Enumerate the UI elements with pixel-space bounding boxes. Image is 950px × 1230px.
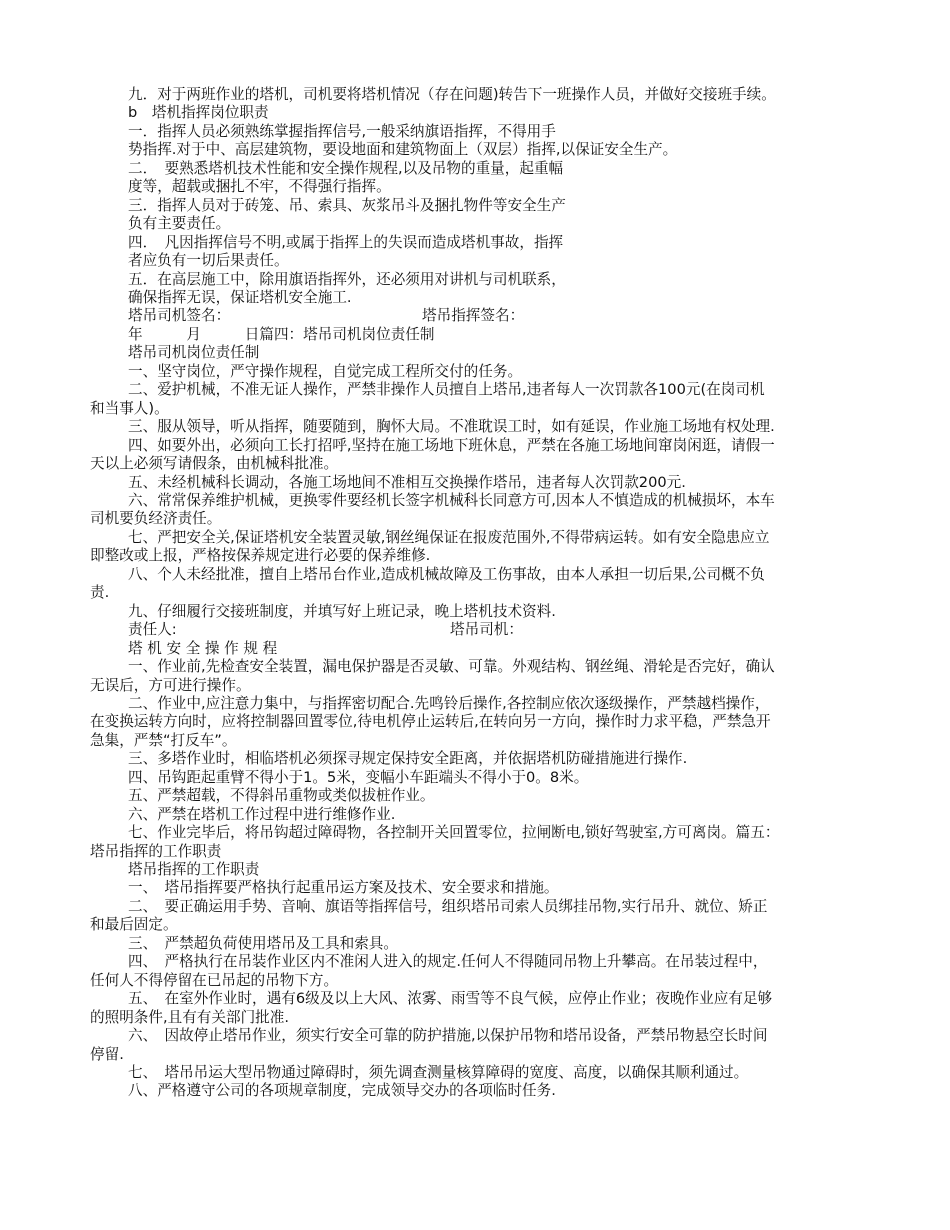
- text-line: 五、 在室外作业时，遇有6级及以上大风、浓雾、雨雪等不良气候，应停止作业；夜晚作业应有足够: [128, 990, 773, 1008]
- responsibility-signature-row: [90, 621, 860, 639]
- text-line: 三、服从领导，听从指挥，随要随到，胸怀大局。不准耽误工时，如有延误，作业施工场地有权处理.: [128, 418, 775, 436]
- section-heading: 塔吊指挥的工作职责: [128, 861, 260, 879]
- text-line: 度等，超载或捆扎不牢，不得强行指挥。: [128, 178, 391, 196]
- text-line: 在变换运转方向时，应将控制器回置零位,待电机停止运转后,在转向另一方向，操作时力求平稳，严禁急开: [90, 713, 771, 731]
- text-line: 停留.: [90, 1045, 124, 1063]
- text-line: 三、多塔作业时，相临塔机必须探寻规定保持安全距离，并依据塔机防碰措施进行操作.: [128, 750, 688, 768]
- text-line: 和当事人)。: [90, 399, 169, 417]
- text-line: 四、如要外出，必须向工长打招呼,坚持在施工场地下班休息，严禁在各施工场地间窜岗闲逛，请假一: [128, 436, 775, 454]
- text-line: 负有主要责任。: [128, 215, 231, 233]
- text-line: 二、作业中,应注意力集中，与指挥密切配合.先鸣铃后操作,各控制应依次逐级操作，严禁越档操作，: [128, 694, 770, 712]
- text-line: 五．在高层施工中，除用旗语指挥外，还必须用对讲机与司机联系，: [128, 270, 566, 288]
- text-line: 三、 严禁超负荷使用塔吊及工具和索具。: [128, 934, 398, 952]
- text-line: 四、吊钩距起重臂不得小于1。5米，变幅小车距端头不得小于0。8米。: [128, 768, 589, 786]
- responsible-person-label: 责任人:: [128, 621, 177, 639]
- text-line: 司机要负经济责任。: [90, 510, 222, 528]
- text-line: 八、个人未经批准，擅自上塔吊台作业,造成机械故障及工伤事故，由本人承担一切后果,公司概不负: [128, 565, 765, 583]
- text-line: 势指挥.对于中、高层建筑物，要设地面和建筑物面上（双层）指挥,以保证安全生产。: [128, 141, 678, 159]
- document-page: [90, 86, 860, 1101]
- text-line: 九．对于两班作业的塔机，司机要将塔机情况（存在问题)转告下一班操作人员，并做好交接班手续。: [128, 86, 776, 103]
- text-line: 四、 严格执行在吊装作业区内不准闲人进入的规定.任何人不得随同吊物上升攀高。在吊装过程中，: [128, 953, 768, 971]
- section-heading: b 塔机指挥岗位职责: [128, 104, 269, 122]
- text-line: 三．指挥人员对于砖笼、吊、索具、灰浆吊斗及捆扎物件等安全生产: [128, 196, 566, 214]
- text-line: 无误后，方可进行操作。: [90, 676, 251, 694]
- text-line: 六、严禁在塔机工作过程中进行维修作业.: [128, 805, 396, 823]
- signature-row: [90, 307, 860, 325]
- text-line: 塔吊指挥的工作职责: [90, 842, 222, 860]
- driver-signature-label: 塔吊司机签名：: [128, 307, 231, 325]
- text-line: 一、坚守岗位，严守操作规程，自觉完成工程所交付的任务。: [128, 362, 523, 380]
- text-line: 即整改或上报，严格按保养规定进行必要的保养维修.: [90, 547, 431, 565]
- text-line: 任何人不得停留在已吊起的吊物下方。: [90, 971, 339, 989]
- crane-driver-label: 塔吊司机：: [450, 621, 523, 639]
- text-line: 二、爱护机械，不准无证人操作，严禁非操作人员擅自上塔吊,违者每人一次罚款各100元(在岗司机: [128, 381, 765, 399]
- text-line: 一、 塔吊指挥要严格执行起重吊运方案及技术、安全要求和措施。: [128, 879, 559, 897]
- text-line: 六、常常保养维护机械，更换零件要经机长签字机械科长同意方可,因本人不慎造成的机械损坏，本车: [128, 491, 775, 509]
- text-line: 四． 凡因指挥信号不明,或属于指挥上的失误而造成塔机事故，指挥: [128, 233, 564, 251]
- text-line: 六、 因故停止塔吊作业，须实行安全可靠的防护措施,以保护吊物和塔吊设备，严禁吊物悬空长时间: [128, 1027, 768, 1045]
- text-line: 二． 要熟悉塔机技术性能和安全操作规程,以及吊物的重量，起重幅: [128, 159, 564, 177]
- text-line: 的照明条件,且有有关部门批准.: [90, 1008, 289, 1026]
- text-line: 九、仔细履行交接班制度，并填写好上班记录，晚上塔机技术资料.: [128, 602, 556, 620]
- text-line: 七、作业完毕后，将吊钩超过障碍物，各控制开关回置零位，拉闸断电,锁好驾驶室,方可离岗。篇五：: [128, 824, 780, 842]
- date-line: 年 月 日篇四：塔吊司机岗位责任制: [128, 325, 435, 343]
- commander-signature-label: 塔吊指挥签名：: [422, 307, 525, 325]
- text-line: 一．指挥人员必须熟练掌握指挥信号,一般采纳旗语指挥，不得用手: [128, 122, 556, 140]
- text-line: 五、未经机械科长调动，各施工场地间不准相互交换操作塔吊，违者每人次罚款200元.: [128, 473, 686, 491]
- text-line: 急集，严禁“打反车”。: [90, 731, 237, 749]
- text-line: 和最后固定。: [90, 916, 178, 934]
- text-line: 二、 要正确运用手势、音响、旗语等指挥信号，组织塔吊司索人员绑挂吊物,实行吊升、就位、矫正: [128, 897, 768, 915]
- text-line: 七、 塔吊吊运大型吊物通过障碍时，须先调查测量核算障碍的宽度、高度，以确保其顺利通过。: [128, 1064, 749, 1082]
- section-heading: 塔 机 安 全 操 作 规 程: [128, 639, 278, 657]
- text-line: 七、严把安全关,保证塔机安全装置灵敏,钢丝绳保证在报废范围外,不得带病运转。如有安全隐患应立: [128, 528, 770, 546]
- text-line: 者应负有一切后果责任。: [128, 252, 289, 270]
- text-line: 五、严禁超载，不得斜吊重物或类似拔桩作业。: [128, 787, 435, 805]
- text-line: 天以上必须写请假条，由机械科批准。: [90, 455, 339, 473]
- text-line: 确保指挥无误，保证塔机安全施工.: [128, 288, 352, 306]
- text-line: 一、作业前,先检查安全装置，漏电保护器是否灵敏、可靠。外观结构、钢丝绳、滑轮是否完好，确认: [128, 658, 775, 676]
- text-line: 责.: [90, 584, 110, 602]
- section-heading: 塔吊司机岗位责任制: [128, 344, 260, 362]
- text-line: 八、严格遵守公司的各项规章制度，完成领导交办的各项临时任务.: [128, 1082, 556, 1100]
